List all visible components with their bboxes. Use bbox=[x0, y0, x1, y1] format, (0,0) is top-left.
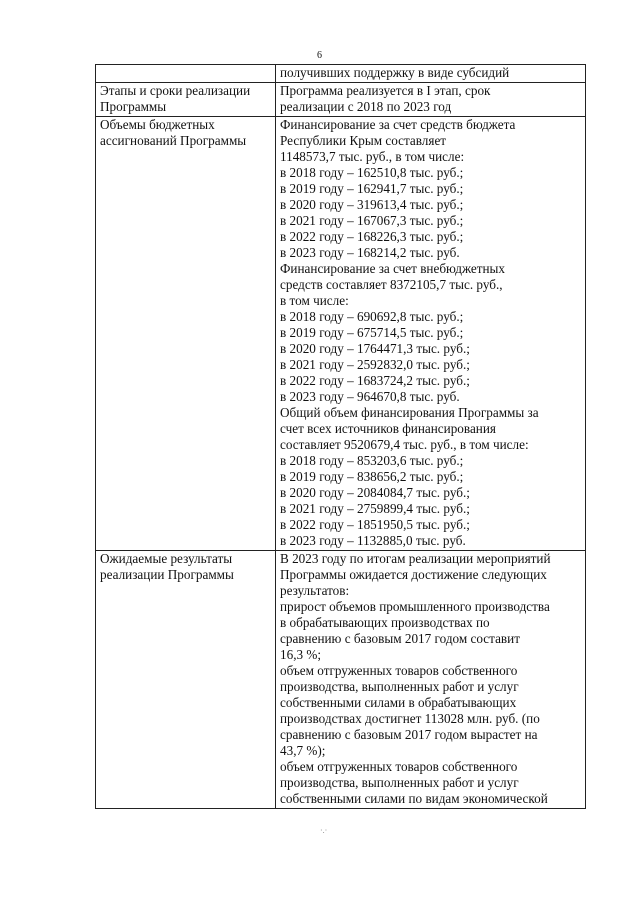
content-line: собственными силами в обрабатывающих bbox=[280, 695, 517, 710]
table-row bbox=[96, 551, 586, 809]
content-line: в 2021 году – 2592832,0 тыс. руб.; bbox=[280, 357, 470, 372]
row-content-cell bbox=[276, 83, 586, 117]
content-line: сравнению с базовым 2017 годом вырастет на bbox=[280, 727, 538, 742]
row-content-cell bbox=[276, 65, 586, 83]
content-line: реализации с 2018 по 2023 год bbox=[280, 99, 452, 114]
content-line: объем отгруженных товаров собственного bbox=[280, 759, 518, 774]
content-line: Общий объем финансирования Программы за bbox=[280, 405, 539, 420]
content-line: в 2018 году – 162510,8 тыс. руб.; bbox=[280, 165, 464, 180]
row-content-cell bbox=[276, 117, 586, 551]
label-line: Этапы и сроки реализации bbox=[100, 83, 251, 98]
content-line: Программа реализуется в I этап, срок bbox=[280, 83, 491, 98]
content-line: собственными силами по видам экономической bbox=[280, 791, 548, 806]
content-line: составляет 9520679,4 тыс. руб., в том числе: bbox=[280, 437, 529, 452]
content-line: производствах достигнет 113028 млн. руб. (по bbox=[280, 711, 540, 726]
table-row bbox=[96, 65, 586, 83]
content-line: в 2020 году – 1764471,3 тыс. руб.; bbox=[280, 341, 470, 356]
content-line: в 2019 году – 162941,7 тыс. руб.; bbox=[280, 181, 464, 196]
content-line: средств составляет 8372105,7 тыс. руб., bbox=[280, 277, 503, 292]
content-line: в 2023 году – 1132885,0 тыс. руб. bbox=[280, 533, 466, 548]
content-line: в 2020 году – 319613,4 тыс. руб.; bbox=[280, 197, 464, 212]
content-line: В 2023 году по итогам реализации мероприятий bbox=[280, 551, 551, 566]
content-line: в 2022 году – 1683724,2 тыс. руб.; bbox=[280, 373, 470, 388]
content-line: в том числе: bbox=[280, 293, 349, 308]
table-row bbox=[96, 117, 586, 551]
label-line: ассигнований Программы bbox=[100, 133, 247, 148]
content-line: объем отгруженных товаров собственного bbox=[280, 663, 518, 678]
content-line: сравнению с базовым 2017 годом составит bbox=[280, 631, 520, 646]
content-line: 1148573,7 тыс. руб., в том числе: bbox=[280, 149, 465, 164]
content-line: результатов: bbox=[280, 583, 350, 598]
content-line: в 2021 году – 2759899,4 тыс. руб.; bbox=[280, 501, 470, 516]
content-line: получивших поддержку в виде субсидий bbox=[280, 65, 510, 80]
content-line: Республики Крым составляет bbox=[280, 133, 447, 148]
content-line: 43,7 %); bbox=[280, 743, 326, 758]
content-line: производства, выполненных работ и услуг bbox=[280, 679, 519, 694]
row-label-cell bbox=[96, 551, 276, 809]
content-line: в 2022 году – 1851950,5 тыс. руб.; bbox=[280, 517, 470, 532]
content-line: в обрабатывающих производствах по bbox=[280, 615, 490, 630]
content-line: 16,3 %; bbox=[280, 647, 322, 662]
row-label-cell bbox=[96, 117, 276, 551]
label-line: Программы bbox=[100, 99, 167, 114]
program-passport-table bbox=[95, 64, 586, 809]
row-label-cell bbox=[96, 83, 276, 117]
content-line: производства, выполненных работ и услуг bbox=[280, 775, 519, 790]
content-line: в 2018 году – 853203,6 тыс. руб.; bbox=[280, 453, 464, 468]
content-line: прирост объемов промышленного производства bbox=[280, 599, 550, 614]
content-line: в 2019 году – 675714,5 тыс. руб.; bbox=[280, 325, 464, 340]
label-line: Ожидаемые результаты bbox=[100, 551, 233, 566]
content-line: счет всех источников финансирования bbox=[280, 421, 496, 436]
page-number: 6 bbox=[317, 50, 322, 61]
content-line: в 2018 году – 690692,8 тыс. руб.; bbox=[280, 309, 464, 324]
row-content-cell bbox=[276, 551, 586, 809]
scan-artifact: ·.· bbox=[320, 826, 328, 835]
content-line: в 2023 году – 964670,8 тыс. руб. bbox=[280, 389, 460, 404]
content-line: Программы ожидается достижение следующих bbox=[280, 567, 547, 582]
label-line: Объемы бюджетных bbox=[100, 117, 215, 132]
content-line: в 2019 году – 838656,2 тыс. руб.; bbox=[280, 469, 464, 484]
row-label-cell bbox=[96, 65, 276, 83]
label-line: реализации Программы bbox=[100, 567, 234, 582]
content-line: в 2020 году – 2084084,7 тыс. руб.; bbox=[280, 485, 470, 500]
content-line: в 2021 году – 167067,3 тыс. руб.; bbox=[280, 213, 464, 228]
content-line: Финансирование за счет средств бюджета bbox=[280, 117, 516, 132]
table-row bbox=[96, 83, 586, 117]
content-line: в 2023 году – 168214,2 тыс. руб. bbox=[280, 245, 460, 260]
content-line: в 2022 году – 168226,3 тыс. руб.; bbox=[280, 229, 464, 244]
table-body bbox=[96, 65, 586, 809]
content-line: Финансирование за счет внебюджетных bbox=[280, 261, 506, 276]
